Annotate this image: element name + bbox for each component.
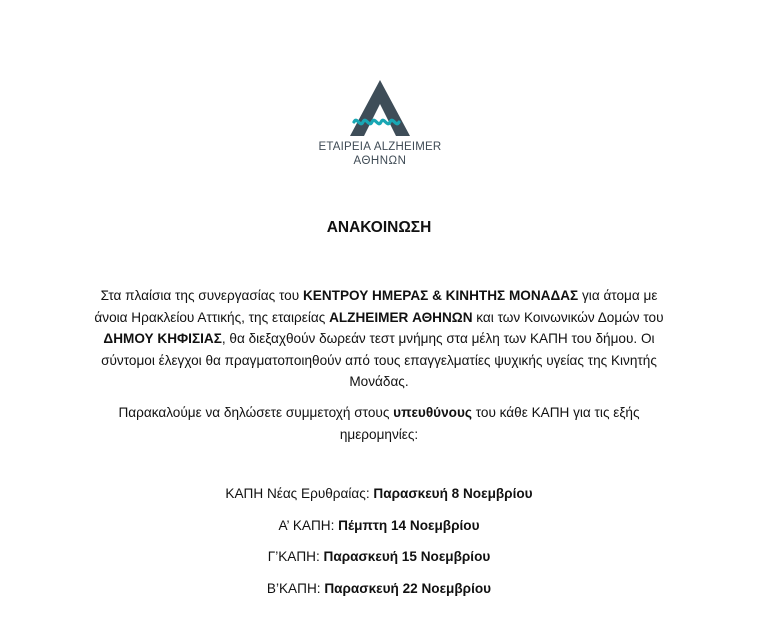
intro-text-3: και των Κοινωνικών Δομών του — [472, 309, 664, 325]
logo-text-line1: ΕΤΑΙΡΕΙΑ ALZHEIMER — [318, 141, 442, 153]
schedule-date: Παρασκευή 22 Νοεμβρίου — [324, 581, 492, 596]
alzheimer-triangle-logo-icon — [348, 78, 412, 140]
request-text-2: του κάθε ΚΑΠΗ για τις εξής ημερομηνίες: — [339, 405, 640, 442]
schedule-place: Α’ ΚΑΠΗ: — [278, 518, 339, 533]
schedule-item — [0, 581, 758, 596]
organization-logo — [318, 78, 442, 170]
request-bold: υπευθύνους — [393, 405, 472, 420]
schedule-place: Γ’ΚΑΠΗ: — [267, 549, 324, 564]
schedule-item — [0, 549, 758, 564]
intro-text-4: , θα διεξαχθούν δωρεάν τεστ μνήμης στα μέλη των ΚΑΠΗ του δήμου. Οι σύντομοι έλεγχοι θα πραγματοποιηθούν από τους επαγγελματίες ψυχικής υγείας της Κινητής Μονάδας. — [101, 331, 657, 390]
schedule-item — [0, 486, 758, 501]
schedule-date: Πέμπτη 14 Νοεμβρίου — [338, 518, 480, 533]
intro-bold-alzheimer: ALZHEIMER ΑΘΗΝΩΝ — [329, 309, 473, 325]
schedule-place: ΚΑΠΗ Νέας Ερυθραίας: — [225, 486, 374, 501]
logo-text-line2: ΑΘΗΝΩΝ — [353, 155, 407, 167]
intro-bold-municipality: ΔΗΜΟΥ ΚΗΦΙΣΙΑΣ — [103, 331, 222, 347]
intro-paragraph — [90, 285, 668, 393]
schedule-item — [0, 518, 758, 533]
schedule-date: Παρασκευή 15 Νοεμβρίου — [323, 549, 491, 564]
schedule-place: Β’ΚΑΠΗ: — [266, 581, 325, 596]
intro-text-2: για άτομα με άνοια Ηρακλείου Αττικής, της εταιρείας — [94, 288, 658, 325]
schedule-date: Παρασκευή 8 Νοεμβρίου — [373, 486, 533, 501]
intro-bold-center: ΚΕΝΤΡΟΥ ΗΜΕΡΑΣ & ΚΙΝΗΤΗΣ ΜΟΝΑΔΑΣ — [302, 288, 579, 303]
request-paragraph — [90, 402, 668, 445]
request-text-1: Παρακαλούμε να δηλώσετε συμμετοχή στους — [118, 405, 394, 420]
announcement-heading: ΑΝΑΚΟΙΝΩΣΗ — [326, 219, 432, 236]
intro-text-1: Στα πλαίσια της συνεργασίας του — [100, 288, 303, 303]
